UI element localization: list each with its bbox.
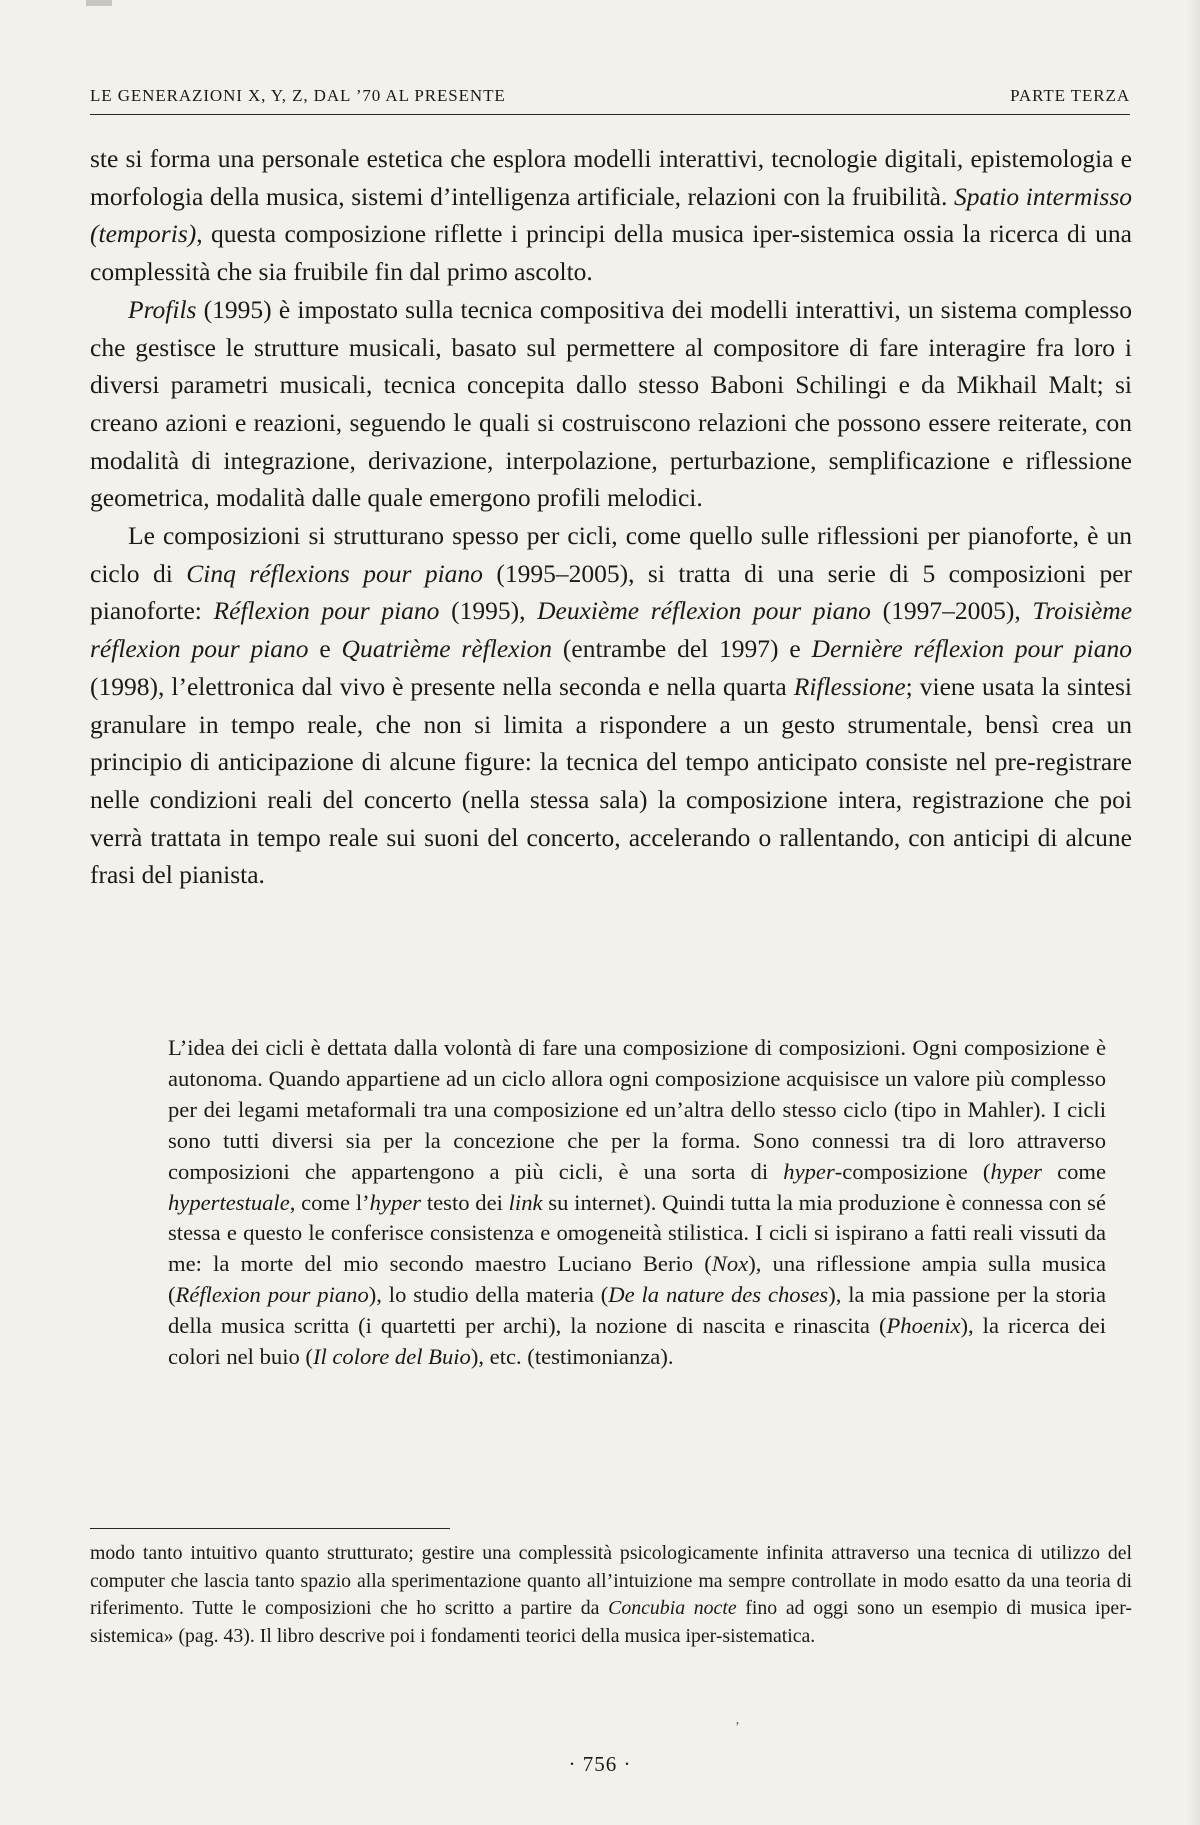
italic-text: Profils bbox=[128, 294, 197, 324]
footnote-rule bbox=[90, 1528, 450, 1529]
scan-edge-shadow bbox=[1186, 0, 1200, 1825]
text-run: (1995) è impostato sulla tecnica compositiva dei modelli interattivi, un sistema complesso che gestisce le strutture musicali, basato sul permettere al compositore di fare interagire fra loro i diversi parametri musicali, tecnica concepita dallo stesso Baboni Schilingi e da Mikhail Malt; si creano azioni e reazioni, seguendo le quali si costruiscono relazioni che possono essere reiterate, con modalità di integrazione, derivazione, interpolazione, perturbazione, semplificazione e riflessione geometrica, modalità dalle quale emergono profili melodici. bbox=[90, 294, 1132, 513]
page-number: · 756 · bbox=[568, 1752, 632, 1776]
footnote-text bbox=[90, 1540, 1132, 1650]
italic-text: Concubia nocte bbox=[608, 1597, 737, 1620]
italic-text: hyper bbox=[369, 1189, 422, 1215]
text-run: ), la ricerca dei colori nel buio ( bbox=[168, 1313, 1106, 1370]
text-run: ), etc. (testimonianza). bbox=[470, 1344, 674, 1370]
block-quote-text bbox=[168, 1033, 1106, 1373]
italic-text: Riflessione bbox=[793, 671, 906, 701]
italic-text: Troisième réflexion pour piano bbox=[90, 596, 1133, 664]
scan-corner-mark bbox=[86, 0, 112, 6]
italic-text: hyper bbox=[783, 1158, 835, 1184]
italic-text: Spatio intermisso (temporis) bbox=[90, 181, 1132, 249]
text-run: L’idea dei cicli è dettata dalla volontà di fare una composizione di composizioni. Ogni composizione è autonoma. Quando appartiene ad un ciclo allora ogni composizione acquisisce un valore più complesso per dei legami metaformali tra una composizione ed un’altra dello stesso ciclo (tipo in Mahler). I cicli sono tutti diversi sia per la concezione che per la forma. Sono connessi tra di loro attraverso composizioni che appartengono a più cicli, è una sorta di bbox=[168, 1035, 1106, 1184]
text-run: (1995–2005), si tratta di una serie di 5 composizioni per pianoforte: bbox=[90, 558, 1132, 626]
text-run: (entrambe del 1997) e bbox=[552, 634, 812, 664]
italic-text: hypertestuale bbox=[168, 1189, 290, 1215]
block-quote bbox=[168, 1033, 1106, 1373]
italic-text: Dernière réflexion pour piano bbox=[811, 634, 1133, 664]
body-text bbox=[90, 140, 1132, 894]
text-run: testo dei bbox=[421, 1189, 509, 1215]
text-run: , come l’ bbox=[289, 1189, 370, 1215]
running-header bbox=[90, 86, 1130, 115]
italic-text: Phoenix bbox=[886, 1313, 961, 1339]
text-run: ), una riflessione ampia sulla musica ( bbox=[168, 1251, 1106, 1308]
italic-text: Deuxième réflexion pour piano bbox=[537, 596, 871, 626]
paragraph-1 bbox=[90, 140, 1132, 291]
italic-text: Il colore del Buio bbox=[312, 1344, 471, 1370]
text-run: , questa composizione riflette i principi della musica iper-sistemica ossia la ricerca di una complessità che sia fruibile fin dal primo ascolto. bbox=[90, 219, 1132, 287]
text-run: (1995), bbox=[439, 596, 538, 626]
italic-text: Réflexion pour piano bbox=[175, 1282, 369, 1308]
text-run: modo tanto intuitivo quanto strutturato; gestire una complessità psicologicamente infinita attraverso una tecnica di utilizzo del computer che lascia tanto spazio alla sperimentazione quanto all’intuizione ma sempre controllate in modo esatto da una teoria di riferimento. Tutte le composizioni che ho scritto a partire da bbox=[90, 1542, 1132, 1620]
text-run: (1998), l’elettronica dal vivo è presente nella seconda e nella quarta bbox=[90, 671, 794, 701]
text-run: (1997–2005), bbox=[870, 596, 1033, 626]
text-run: ; viene usata la sintesi granulare in tempo reale, che non si limita a rispondere a un gesto strumentale, bensì crea un principio di anticipazione di alcune figure: la tecnica del tempo anticipato consiste nel pre-registrare nelle condizioni reali del concerto (nella stessa sala) la composizione intera, registrazione che poi verrà trattata in tempo reale sui suoni del concerto, accelerando o rallentando, con anticipi di alcune frasi del pianista. bbox=[90, 671, 1132, 890]
text-run: fino ad oggi sono un esempio di musica iper-sistemica» (pag. 43). Il libro descrive poi i fondamenti teorici della musica iper-sistematica. bbox=[90, 1597, 1132, 1647]
italic-text: Cinq réflexions pour piano bbox=[186, 558, 483, 588]
scan-speck: ʼ bbox=[735, 1720, 740, 1735]
paragraph-2 bbox=[90, 291, 1132, 517]
text-run: e bbox=[308, 634, 342, 664]
italic-text: link bbox=[508, 1189, 543, 1215]
paragraph-3 bbox=[90, 517, 1132, 894]
italic-text: Nox bbox=[711, 1251, 749, 1277]
footnote bbox=[90, 1540, 1132, 1650]
text-run: ste si forma una personale estetica che esplora modelli interattivi, tecnologie digitali, epistemologia e morfologia della musica, sistemi d’intelligenza artificiale, relazioni con la fruibilità. bbox=[90, 144, 1132, 211]
running-header-title: LE GENERAZIONI X, Y, Z, DAL ’70 AL PRESENTE bbox=[90, 86, 506, 105]
italic-text: Réflexion pour piano bbox=[213, 596, 440, 626]
italic-text: hyper bbox=[990, 1158, 1042, 1184]
text-run: -composizione ( bbox=[834, 1158, 991, 1184]
text-run: Le composizioni si strutturano spesso per cicli, come quello sulle riflessioni per pianoforte, è un ciclo di bbox=[90, 521, 1132, 588]
italic-text: Quatrième rèflexion bbox=[341, 634, 553, 664]
italic-text: De la nature des choses bbox=[608, 1282, 829, 1308]
text-run: come bbox=[1041, 1158, 1107, 1184]
text-run: ), la mia passione per la storia della musica scritta (i quartetti per archi), la nozione di nascita e rinascita ( bbox=[168, 1282, 1106, 1339]
running-header-part: PARTE TERZA bbox=[1010, 86, 1130, 105]
text-run: ), lo studio della materia ( bbox=[368, 1282, 609, 1308]
text-run: su internet). Quindi tutta la mia produzione è connessa con sé stessa e questo le conferisce consistenza e omogeneità stilistica. I cicli si ispirano a fatti reali vissuti da me: la morte del mio secondo maestro Luciano Berio ( bbox=[168, 1189, 1106, 1277]
